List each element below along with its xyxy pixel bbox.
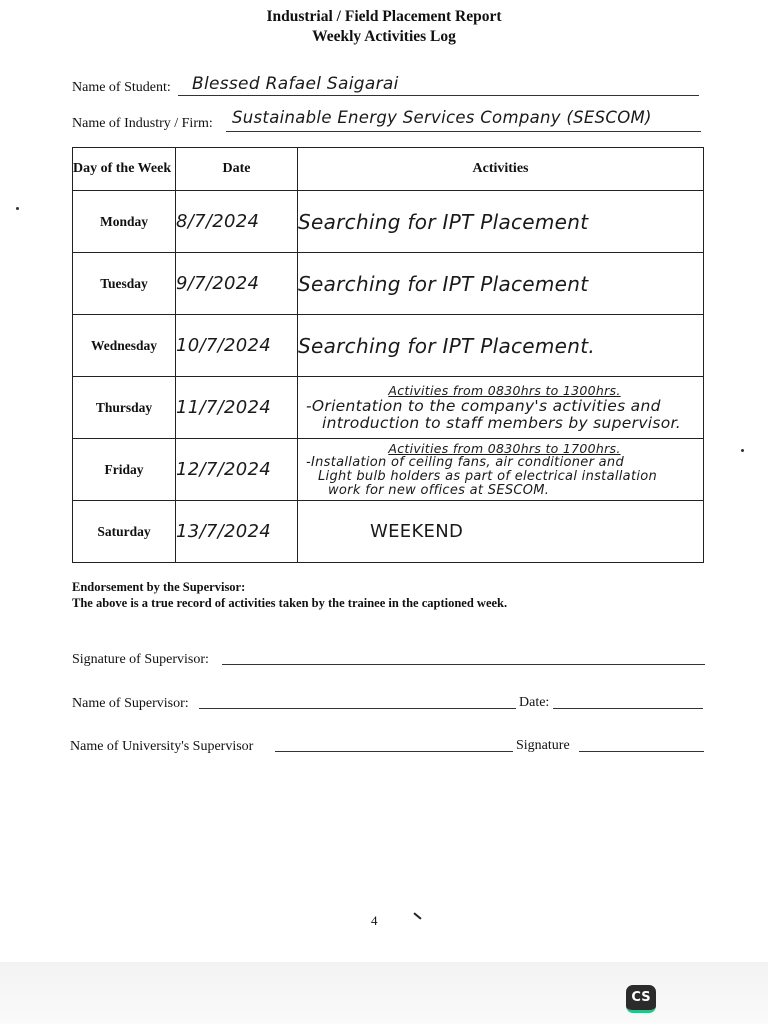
activity-line: -Orientation to the company's activities and [306, 396, 661, 415]
activity-cell: WEEKEND [298, 501, 704, 563]
table-row [73, 439, 704, 501]
date-cell: 13/7/2024 [176, 501, 298, 563]
scan-speck [741, 449, 744, 452]
report-subtitle: Weekly Activities Log [312, 28, 456, 45]
university-supervisor-line [275, 751, 513, 752]
activity-line: introduction to staff members by supervisor. [322, 413, 682, 432]
endorsement-statement: The above is a true record of activities taken by the trainee in the captioned week. [72, 596, 508, 610]
weekly-activities-table [72, 147, 704, 563]
signature-line [579, 751, 704, 752]
date-cell: 9/7/2024 [176, 253, 298, 315]
report-title: Industrial / Field Placement Report [266, 8, 502, 25]
student-name-value: Blessed Rafael Saigarai [192, 74, 399, 94]
camscanner-logo: CS [626, 985, 656, 1013]
header-day: Day of the Week [73, 148, 176, 191]
student-name-label: Name of Student: [72, 80, 171, 95]
day-cell: Monday [73, 191, 176, 253]
activity-line: -Installation of ceiling fans, air conditioner and [306, 454, 625, 470]
university-supervisor-label: Name of University's Supervisor [70, 739, 254, 754]
pen-mark [413, 912, 421, 919]
table-row [73, 253, 704, 315]
activity-cell: Searching for IPT Placement [298, 191, 704, 253]
table-row [73, 315, 704, 377]
supervisor-name-label: Name of Supervisor: [72, 696, 189, 711]
day-cell: Saturday [73, 501, 176, 563]
date-cell: 11/7/2024 [176, 377, 298, 439]
date-cell: 12/7/2024 [176, 439, 298, 501]
scan-speck [16, 207, 19, 210]
table-row [73, 377, 704, 439]
activity-cell [298, 439, 704, 501]
day-cell: Wednesday [73, 315, 176, 377]
firm-name-label: Name of Industry / Firm: [72, 116, 213, 131]
header-date: Date [176, 148, 298, 191]
activity-time-header: Activities from 0830hrs to 1300hrs. [388, 382, 621, 398]
day-cell: Friday [73, 439, 176, 501]
table-row [73, 501, 704, 563]
day-cell: Tuesday [73, 253, 176, 315]
date-label: Date: [519, 695, 550, 710]
firm-name-line [226, 131, 701, 132]
date-line [553, 708, 703, 709]
activity-line: Light bulb holders as part of electrical installation [318, 468, 658, 484]
firm-name-value: Sustainable Energy Services Company (SESCOM) [232, 108, 652, 127]
endorsement-heading: Endorsement by the Supervisor: [72, 580, 246, 594]
header-activities: Activities [298, 148, 704, 191]
table-row [73, 191, 704, 253]
date-cell: 8/7/2024 [176, 191, 298, 253]
activity-line: work for new offices at SESCOM. [328, 482, 550, 498]
activity-cell [298, 377, 704, 439]
page-number: 4 [371, 913, 378, 928]
student-name-line [178, 95, 699, 96]
activity-cell: Searching for IPT Placement. [298, 315, 704, 377]
supervisor-signature-line [222, 664, 705, 665]
table-header-row [73, 148, 704, 191]
signature-label: Signature [516, 738, 570, 753]
activity-time-header: Activities from 0830hrs to 1700hrs. [388, 440, 621, 456]
day-cell: Thursday [73, 377, 176, 439]
date-cell: 10/7/2024 [176, 315, 298, 377]
supervisor-name-line [199, 708, 516, 709]
activity-cell: Searching for IPT Placement [298, 253, 704, 315]
supervisor-signature-label: Signature of Supervisor: [72, 652, 209, 667]
